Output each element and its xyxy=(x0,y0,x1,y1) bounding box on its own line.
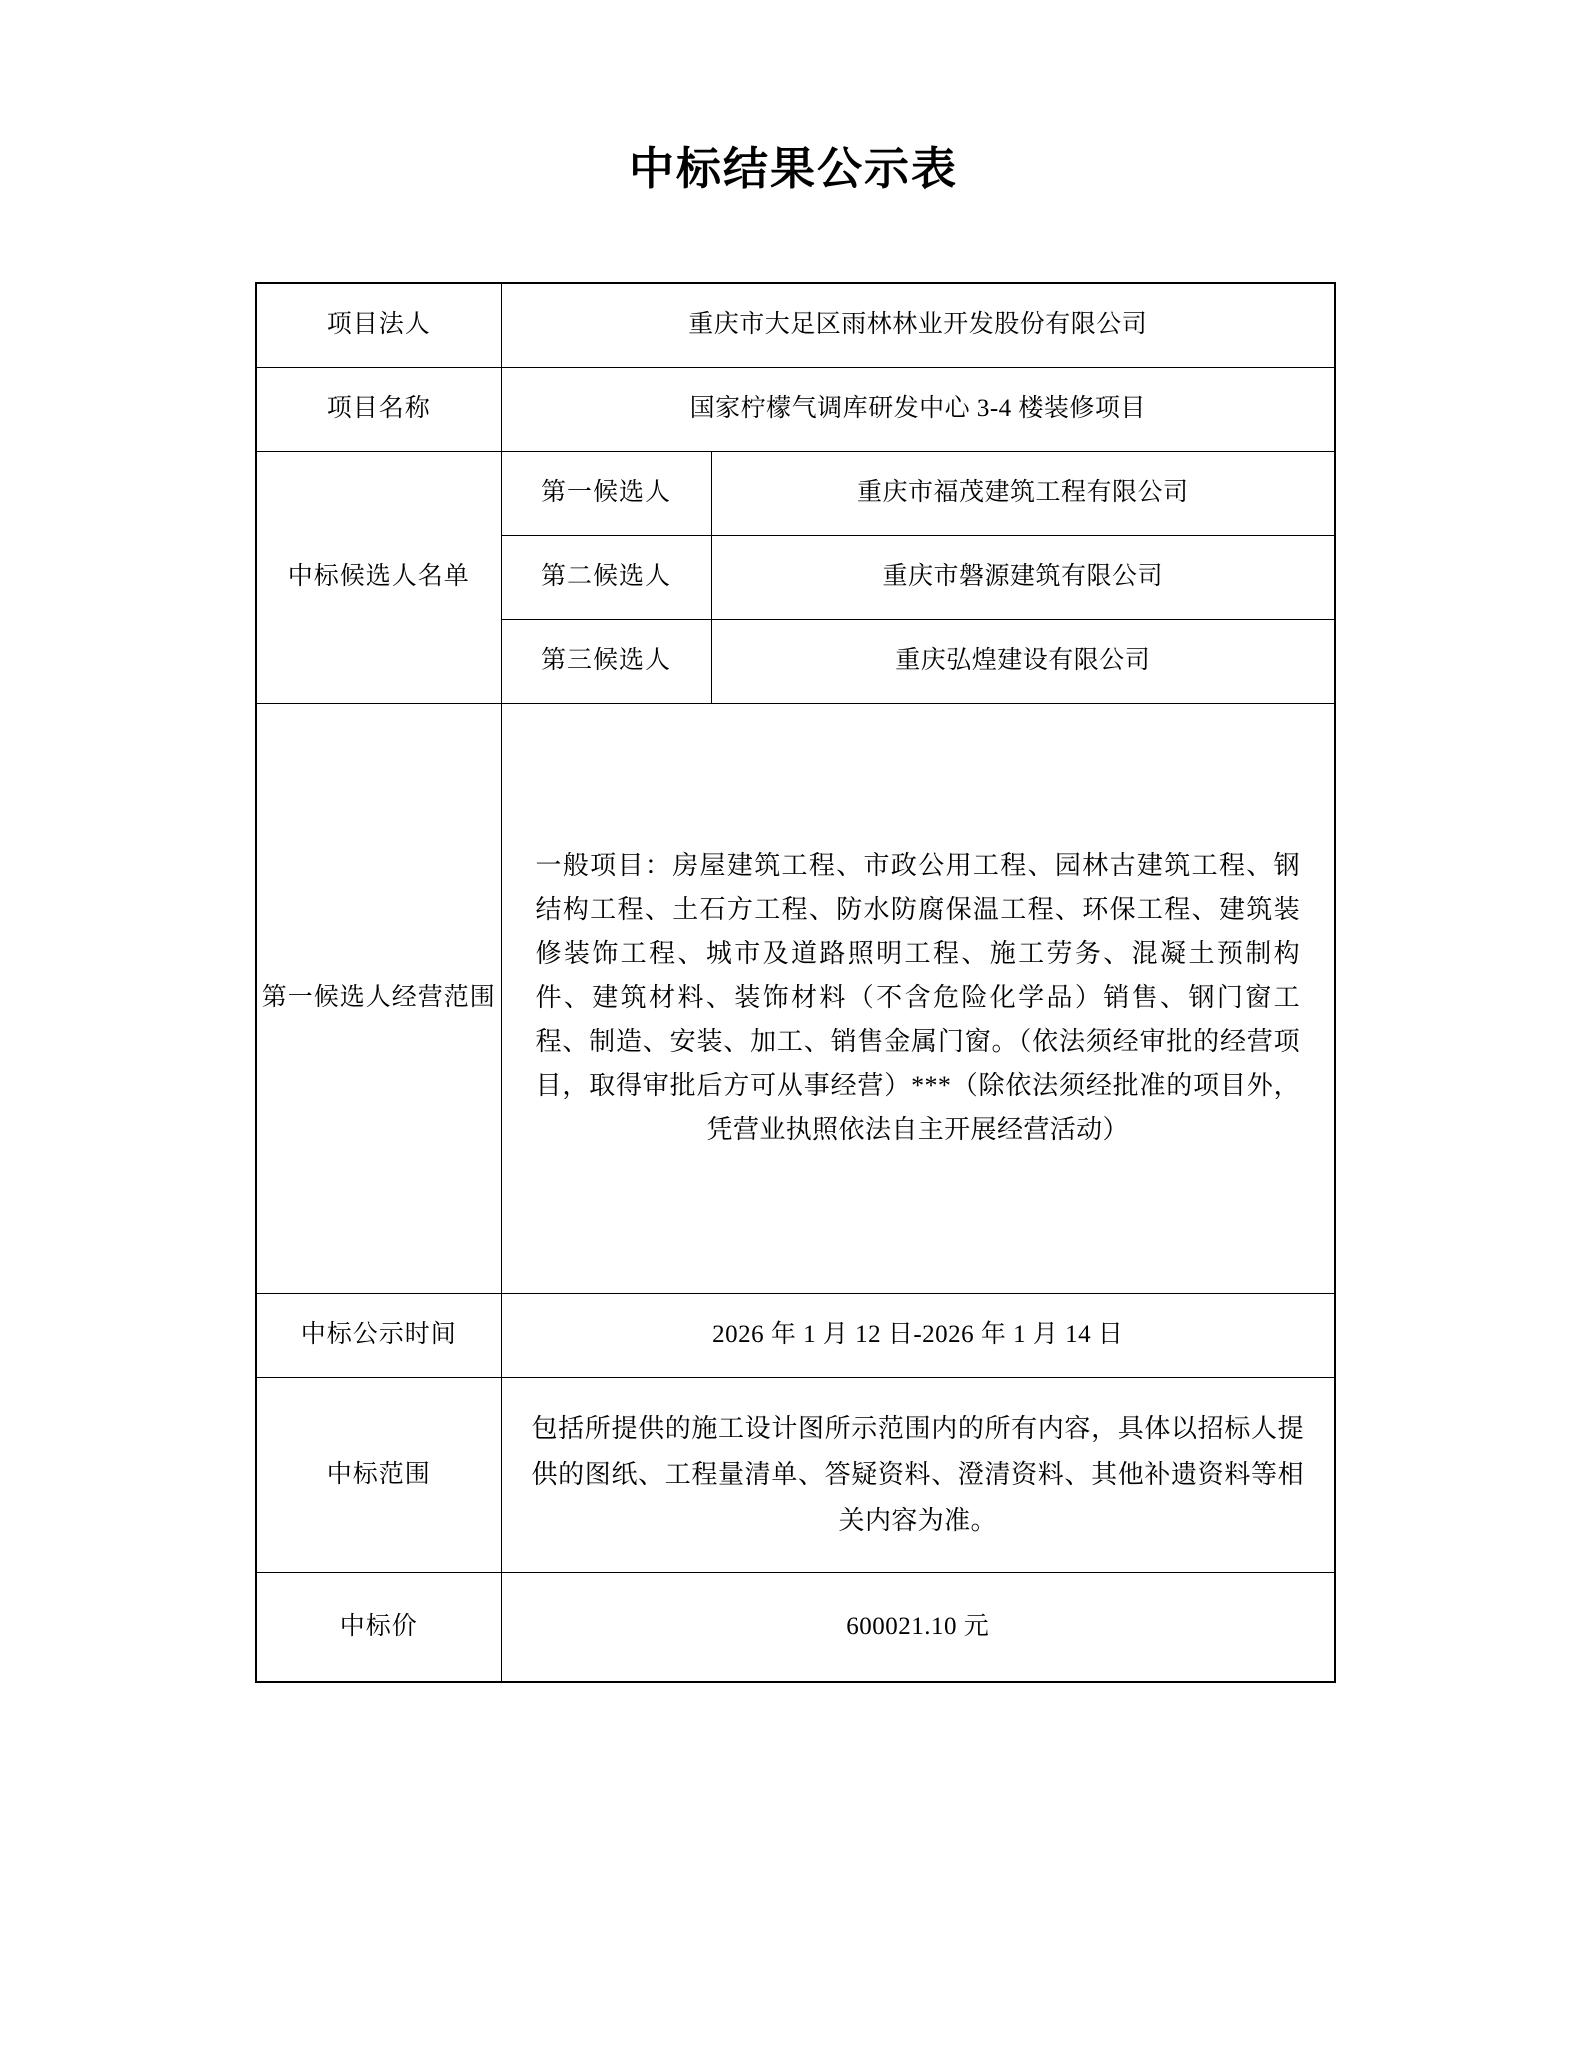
row-value-award-price: 600021.10 元 xyxy=(501,1572,1335,1682)
business-scope-text: 一般项目：房屋建筑工程、市政公用工程、园林古建筑工程、钢结构工程、土石方工程、防水防腐保温工程、环保工程、建筑装修装饰工程、城市及道路照明工程、施工劳务、混凝土预制构件、建筑材料、装饰材料（不含危险化学品）销售、钢门窗工程、制造、安装、加工、销售金属门窗。（依法须经审批的经营项目，取得审批后方可从事经营）***（除依法须经批准的项目外，凭营业执照依法自主开展经营活动） xyxy=(535,851,1301,1144)
row-label-project-name: 项目名称 xyxy=(256,367,501,451)
bid-result-table-wrapper xyxy=(255,282,1334,1683)
row-label-legal-entity: 项目法人 xyxy=(256,283,501,367)
row-value-legal-entity: 重庆市大足区雨林林业开发股份有限公司 xyxy=(501,283,1335,367)
candidate-rank-label-2: 第二候选人 xyxy=(501,535,711,619)
table-row-business-scope xyxy=(256,703,1335,1293)
row-label-publicity-time: 中标公示时间 xyxy=(256,1293,501,1377)
row-label-candidate-list: 中标候选人名单 xyxy=(256,451,501,703)
bid-result-table xyxy=(255,282,1336,1683)
row-label-award-price: 中标价 xyxy=(256,1572,501,1682)
candidate-rank-label-1: 第一候选人 xyxy=(501,451,711,535)
candidate-rank-label-3: 第三候选人 xyxy=(501,619,711,703)
candidate-company-3: 重庆弘煌建设有限公司 xyxy=(711,619,1335,703)
table-row-award-range xyxy=(256,1377,1335,1572)
row-value-project-name: 国家柠檬气调库研发中心 3-4 楼装修项目 xyxy=(501,367,1335,451)
row-value-award-range-cell xyxy=(501,1377,1335,1572)
table-row-publicity-time xyxy=(256,1293,1335,1377)
table-row-award-price xyxy=(256,1572,1335,1682)
row-label-business-scope: 第一候选人经营范围 xyxy=(256,703,501,1293)
table-row-candidate-1 xyxy=(256,451,1335,535)
candidate-company-2: 重庆市磐源建筑有限公司 xyxy=(711,535,1335,619)
page-title: 中标结果公示表 xyxy=(628,142,958,195)
award-range-text: 包括所提供的施工设计图所示范围内的所有内容，具体以招标人提供的图纸、工程量清单、答疑资料、澄清资料、其他补遗资料等相关内容为准。 xyxy=(531,1413,1305,1535)
row-value-business-scope-cell xyxy=(501,703,1335,1293)
table-row-legal-entity xyxy=(256,283,1335,367)
row-label-award-range: 中标范围 xyxy=(256,1377,501,1572)
table-row-project-name xyxy=(256,367,1335,451)
row-value-publicity-time: 2026 年 1 月 12 日-2026 年 1 月 14 日 xyxy=(501,1293,1335,1377)
candidate-company-1: 重庆市福茂建筑工程有限公司 xyxy=(711,451,1335,535)
